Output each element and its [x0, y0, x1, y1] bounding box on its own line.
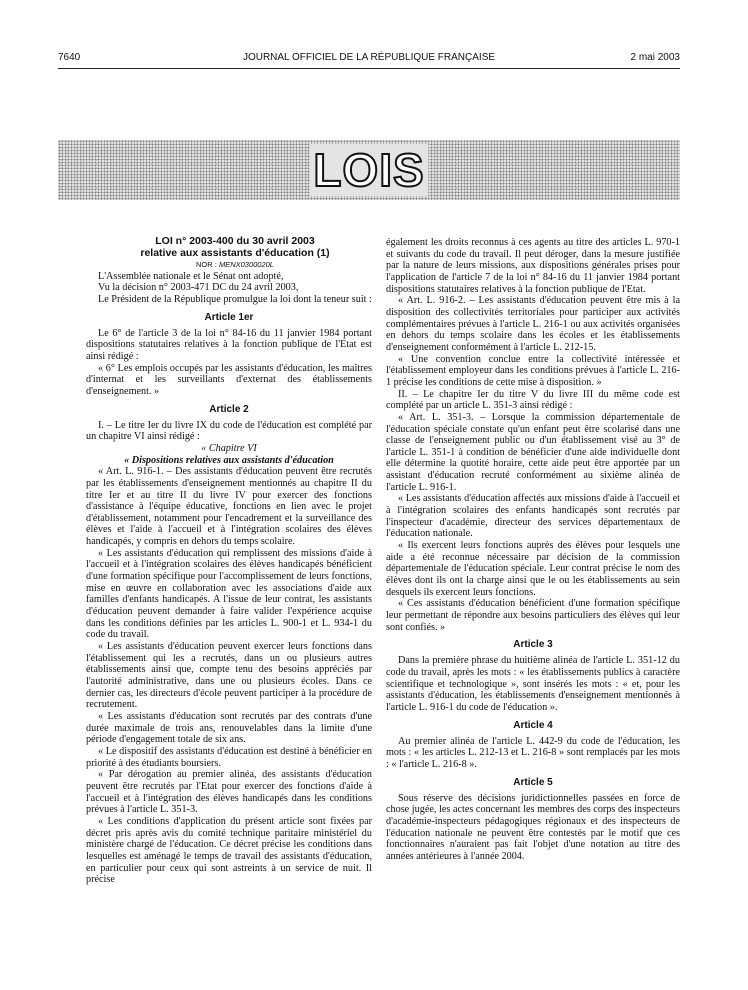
article-4-heading: Article 4 [513, 719, 553, 731]
chapter-subtitle: « Dispositions relatives aux assistants d'éducation [124, 454, 334, 466]
article-2-paragraph: également les droits reconnus à ces agents au titre des articles L. 970-1 et suivants du code du travail. Il peut déroger, dans la mesure justifiée par la nature de leurs missions, aux dispositions générales prises pour l'application de l'article 7 de la loi n° 84-16 du 11 janvier 1984 portant dispositions statutaires relatives à la fonction publique de l'Etat. [386, 237, 680, 295]
article-5-heading: Article 5 [513, 776, 553, 788]
article-2-paragraph: « Art. L. 916-2. – Les assistants d'éducation peuvent être mis à la disposition des collectivités territoriales pour participer aux activités complémentaires prévues à l'article L. 216-1 ou aux activités organisées en dehors du temps scolaire dans les écoles et les établissements d'enseignement conformément à l'article L. 212-15. [386, 295, 680, 353]
preamble-line: L'Assemblée nationale et le Sénat ont adopté, [98, 270, 284, 282]
article-3-heading: Article 3 [513, 639, 553, 651]
article-2-paragraph: « Les conditions d'application du présent article sont fixées par décret pris après avis du comité technique paritaire ministériel du ministère chargé de l'éducation. Ce décret précise les conditions dans lesquelles est aménagé le temps de travail des assistants d'éducation, en particulier pour ceux qui sont astreints à un service de nuit. Il précise [86, 815, 372, 886]
article-2-heading: Article 2 [209, 403, 249, 415]
left-column [86, 235, 372, 886]
preamble-line: Vu la décision n° 2003-471 DC du 24 avril 2003, [98, 282, 299, 294]
preamble-line: Le Président de la République promulgue la loi dont la teneur suit : [98, 293, 372, 305]
article-1-paragraph: Le 6° de l'article 3 de la loi n° 84-16 du 11 janvier 1984 portant dispositions statutaires relatives à la fonction publique de l'Etat est ainsi rédigé : [86, 327, 372, 362]
article-2-paragraph: « Art. L. 916-1. – Des assistants d'éducation peuvent être recrutés par les établissements d'enseignement mentionnés au chapitre II du titre Ier et au titre II du livre IV pour exercer des fonctions d'assistance à l'équipe éducative, fonctions en lien avec le projet d'établissement, notamment pour l'encadrement et la surveillance des élèves et l'aide à l'accueil et à l'intégration scolaires des élèves handicapés, y compris en dehors du temps scolaire. [86, 466, 372, 548]
article-2-paragraph: « Par dérogation au premier alinéa, des assistants d'éducation peuvent être recrutés par l'Etat pour exercer des fonctions d'aide à l'accueil et à l'intégration des élèves handicapés dans les conditions prévues à l'article L. 351-3. [86, 769, 372, 816]
article-2-paragraph: « Les assistants d'éducation affectés aux missions d'aide à l'accueil et à l'intégration scolaires des enfants handicapés sont recrutés par l'inspecteur d'académie, directeur des services départementaux de l'éducation nationale. [386, 493, 680, 540]
header-rule [58, 68, 680, 69]
article-2-paragraph: « Les assistants d'éducation qui remplissent des missions d'aide à l'accueil et à l'intégration scolaires des élèves handicapés bénéficient d'une formation spécifique pour l'accomplissement de leurs fonctions, mise en œuvre en collaboration avec les associations d'aide aux familles d'enfants handicapés. A l'issue de leur contrat, les assistants d'éducation peuvent demander à faire valider l'expérience acquise dans les conditions définies par les articles L. 900-1 et L. 934-1 du code du travail. [86, 547, 372, 641]
article-3-text: Dans la première phrase du huitième alinéa de l'article L. 351-12 du code du travail, après les mots : « les établissements publics à caractère scientifique et technologique », sont insérés les mots : « et, pour les assistants d'éducation, les établissements d'enseignement mentionnés à l'article L. 916-1 du code de l'éducation ». [386, 655, 680, 713]
article-2-intro: I. – Le titre Ier du livre IX du code de l'éducation est complété par un chapitre VI ainsi rédigé : [86, 419, 372, 443]
article-2-paragraph: « Le dispositif des assistants d'éducation est destiné à bénéficier en priorité à des étudiants boursiers. [86, 745, 372, 769]
running-header [58, 52, 680, 66]
nor-reference [86, 259, 372, 271]
law-subtitle: relative aux assistants d'éducation (1) [140, 247, 330, 259]
article-2-paragraph: « Les assistants d'éducation peuvent exercer leurs fonctions dans l'établissement qui les a recrutés, dans un ou plusieurs autres établissements ainsi que, compte tenu des besoins appréciés par l'autorité administrative, dans une ou plusieurs écoles. Dans ce dernier cas, les directeurs d'école peuvent participer à la procédure de recrutement. [86, 641, 372, 711]
article-2-paragraph: « Ces assistants d'éducation bénéficient d'une formation spécifique leur permettant de répondre aux besoins particuliers des élèves qui leur sont confiés. » [386, 598, 680, 633]
article-5-text: Sous réserve des décisions juridictionnelles passées en force de chose jugée, les actes concernant les membres des corps des inspecteurs d'académie-inspecteurs pédagogiques régionaux et des inspecteurs de l'éducation nationale ne peuvent être contestés par le motif que ces fonctionnaires n'auraient pas fait l'objet d'une notation au titre des années antérieures à l'année 2004. [386, 792, 680, 862]
article-2-paragraph: « Les assistants d'éducation sont recrutés par des contrats d'une durée maximale de trois ans, renouvelables dans la limite d'une période d'engagement totale de six ans. [86, 710, 372, 746]
section-title: LOIS [309, 144, 428, 196]
journal-title: JOURNAL OFFICIEL DE LA RÉPUBLIQUE FRANÇAISE [242, 52, 496, 63]
right-column [386, 237, 680, 863]
law-title: LOI n° 2003-400 du 30 avril 2003 [155, 235, 315, 247]
article-1-heading: Article 1er [204, 311, 254, 323]
issue-date: 2 mai 2003 [630, 52, 680, 63]
page-number: 7640 [58, 52, 81, 63]
article-4-text: Au premier alinéa de l'article L. 442-9 du code de l'éducation, les mots : « les articles L. 212-13 et L. 216-8 » sont remplacés par les mots : « l'article L. 216-8 ». [386, 735, 680, 770]
nor-code: MENX0300020L [218, 260, 274, 269]
article-2-paragraph: II. – Le chapitre Ier du titre V du livre III du même code est complété par un article L. 351-3 ainsi rédigé : [386, 388, 680, 412]
article-1-paragraph: « 6° Les emplois occupés par les assistants d'éducation, les maîtres d'internat et les surveillants d'externat des établissements d'enseignement. » [86, 362, 372, 397]
section-banner [58, 140, 680, 200]
article-2-paragraph: « Une convention conclue entre la collectivité intéressée et l'établissement employeur dans les conditions prévues à l'article L. 216-1 précise les conditions de cette mise à disposition. » [386, 353, 680, 388]
nor-label: NOR : [196, 260, 217, 269]
article-2-paragraph: « Art. L. 351-3. – Lorsque la commission départementale de l'éducation spéciale constate qu'un enfant peut être scolarisé dans une classe de l'enseignement public ou d'un établissement visé au 3° de l'article L. 351-1 à condition de bénéficier d'une aide individuelle dont elle détermine la quotité horaire, cette aide peut être apportée par un assistant d'éducation recruté conformément au sixième alinéa de l'article L. 916-1. [386, 411, 680, 493]
article-2-paragraph: « Ils exercent leurs fonctions auprès des élèves pour lesquels une aide a été reconnue nécessaire par décision de la commission départementale de l'éducation spéciale. Leur contrat précise le nom des élèves dont ils ont la charge ainsi que le ou les établissements au sein desquels ils exercent leurs fonctions. [386, 540, 680, 598]
chapter-heading: « Chapitre VI [201, 442, 257, 454]
